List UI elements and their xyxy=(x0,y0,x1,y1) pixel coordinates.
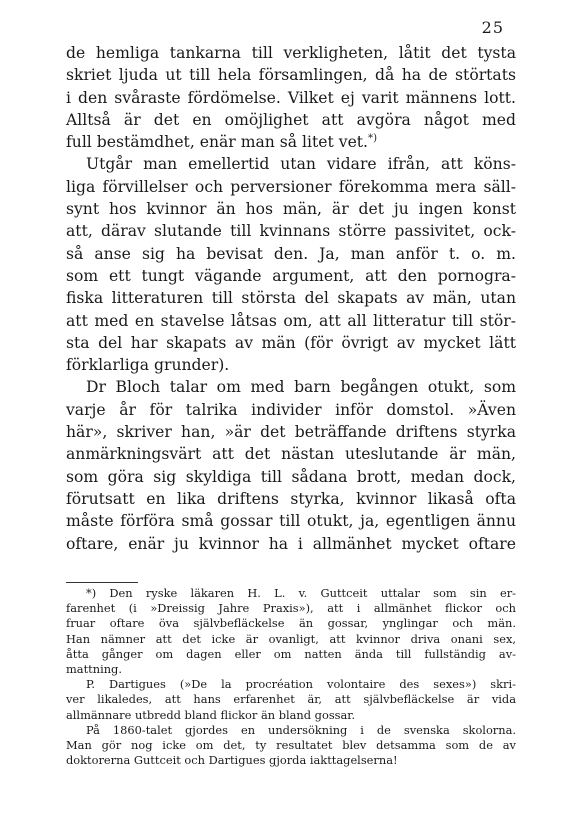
footnote-line: Man gör nog icke om det, ty resultatet blev detsamma som de av xyxy=(66,738,516,753)
body-line: som göra sig skyldiga till sådana brott, medan dock, xyxy=(66,467,516,486)
body-line: att, därav slutande till kvinnans större passivitet, ock- xyxy=(66,222,516,241)
page-number: 25 xyxy=(481,18,504,37)
body-line: Utgår man emellertid utan vidare ifrån, att köns- xyxy=(86,155,516,174)
footnotes xyxy=(66,586,516,768)
footnote-line: åtta gånger om dagen eller om natten ända till fullständig av- xyxy=(66,646,516,661)
footnote-divider xyxy=(66,582,138,583)
body-line: varje år för talrika individer inför domstol. »Även xyxy=(66,400,516,419)
footnote-line: Han nämner att det icke är ovanligt, att kvinnor driva onani sex, xyxy=(66,631,516,646)
footnote-reference: *) xyxy=(368,133,378,144)
body-line: anmärkningsvärt att det nästan uteslutande är män, xyxy=(66,445,516,464)
footnote-line: farenhet (i »Dreissig Jahre Praxis»), att i allmänhet flickor och xyxy=(66,601,516,616)
body-line: de hemliga tankarna till verkligheten, låtit det tysta xyxy=(66,44,516,62)
body-line: Dr Bloch talar om med barn begången otukt, som xyxy=(86,378,516,397)
body-line: oftare, enär ju kvinnor ha i allmänhet mycket oftare xyxy=(66,534,516,553)
body-line: sta del har skapats av män (för övrigt av mycket lätt xyxy=(66,333,516,352)
footnote-line: ver likaledes, att hans erfarenhet är, att självbefläckelse är vida xyxy=(66,692,516,707)
body-line: synt hos kvinnor än hos män, är det ju ingen konst xyxy=(66,200,516,219)
body-line: förutsatt en lika driftens styrka, kvinnor likaså ofta xyxy=(66,489,516,508)
body-line: som ett tungt vägande argument, att den pornogra- xyxy=(66,266,516,285)
footnote-line: mattning. xyxy=(66,662,122,677)
body-line: måste förföra små gossar till otukt, ja, egentligen ännu xyxy=(66,512,516,531)
body-line: här», skriver han, »är det beträffande driftens styrka xyxy=(66,423,516,442)
body-text xyxy=(66,42,516,555)
footnote-line: doktorerna Guttceit och Dartigues gjorda iakttagelserna! xyxy=(66,753,398,768)
body-line: liga förvillelser och perversioner förekomma mera säll- xyxy=(66,177,516,196)
body-line: att med en stavelse låtsas om, att all litteratur till stör- xyxy=(66,311,516,330)
footnote-line: allmännare utbredd bland flickor än bland gossar. xyxy=(66,707,356,722)
footnote-line: fruar oftare öva självbefläckelse än gossar, ynglingar och män. xyxy=(66,616,516,631)
body-line: fiska litteraturen till största del skapats av män, utan xyxy=(66,289,516,308)
footnote-line: På 1860-talet gjordes en undersökning i de svenska skolorna. xyxy=(86,722,516,737)
body-line-with-footnote xyxy=(66,131,516,153)
body-line: i den svåraste fördömelse. Vilket ej varit männens lott. xyxy=(66,88,516,107)
body-line: skriet ljuda ut till hela församlingen, då ha de störtats xyxy=(66,66,516,85)
body-line: förklarliga grunder). xyxy=(66,356,230,375)
body-line: full bestämdhet, enär man så litet vet. xyxy=(66,133,369,152)
body-line: så anse sig ha bevisat den. Ja, man anför t. o. m. xyxy=(66,244,516,263)
body-line: Alltså är det en omöjlighet att avgöra något med xyxy=(66,110,516,129)
footnote-line: *) Den ryske läkaren H. L. v. Guttceit uttalar som sin er- xyxy=(86,586,516,600)
footnote-line: P. Dartigues (»De la procréation volontaire des sexes») skri- xyxy=(86,677,516,692)
